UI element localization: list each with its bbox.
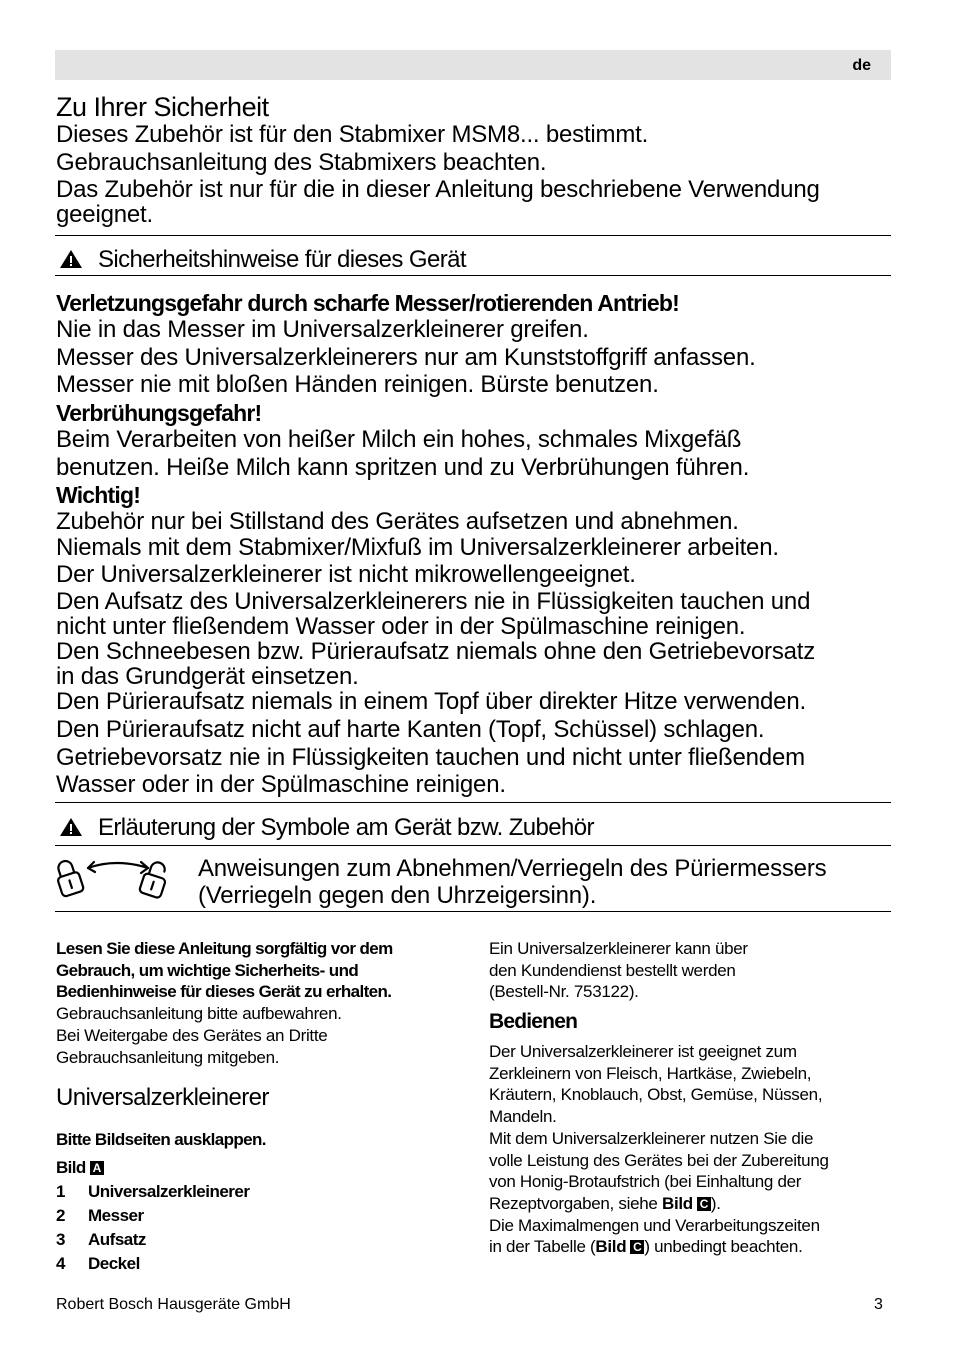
fold-note: Bitte Bildseiten ausklappen. — [56, 1130, 266, 1149]
keep-instructions-line: Gebrauchsanleitung bitte aufbewahren. — [56, 1004, 342, 1024]
important-line: Den Pürieraufsatz niemals in einem Topf über direkter Hitze verwenden. — [56, 688, 806, 715]
page-title: Zu Ihrer Sicherheit — [56, 92, 269, 122]
important-line: Niemals mit dem Stabmixer/Mixfuß im Universalzerkleinerer arbeiten. — [56, 534, 779, 561]
operate-line: von Honig-Brotaufstrich (bei Einhaltung der — [489, 1172, 802, 1192]
page-number: 3 — [874, 1296, 883, 1313]
operate-line: Kräutern, Knoblauch, Obst, Gemüse, Nüssen, — [489, 1085, 823, 1105]
important-line: in das Grundgerät einsetzen. — [56, 663, 359, 690]
footer-company: Robert Bosch Hausgeräte GmbH — [56, 1296, 291, 1313]
intro-line: Dieses Zubehör ist für den Stabmixer MSM8... bestimmt. — [56, 121, 649, 148]
order-line: (Bestell-Nr. 753122). — [489, 982, 639, 1002]
recipe-text-end: ). — [710, 1193, 721, 1213]
list-item — [56, 1206, 250, 1230]
scald-line: Beim Verarbeiten von heißer Milch ein hohes, schmales Mixgefäß — [56, 426, 742, 453]
figure-label: Bild — [56, 1158, 86, 1177]
important-line: Den Schneebesen bzw. Pürieraufsatz niemals ohne den Getriebevorsatz — [56, 638, 816, 665]
header-bar — [55, 50, 891, 80]
section-title-operate: Bedienen — [489, 1010, 578, 1033]
divider — [55, 802, 891, 803]
language-code: de — [852, 57, 871, 74]
divider — [55, 235, 891, 236]
intro-line: geeignet. — [56, 201, 153, 228]
keep-instructions-line: Gebrauchsanleitung mitgeben. — [56, 1047, 280, 1067]
figure-ref-label: Bild — [595, 1237, 627, 1257]
list-item-number: 4 — [56, 1254, 65, 1273]
divider — [55, 845, 891, 846]
figure-letter: A — [90, 1161, 104, 1175]
danger-line: Messer des Universalzerkleinerers nur am Kunststoffgriff anfassen. — [56, 344, 756, 371]
read-instructions-line: Bedienhinweise für dieses Gerät zu erhalten. — [56, 982, 392, 1002]
parts-list — [56, 1182, 250, 1278]
list-item — [56, 1230, 250, 1254]
important-line: Den Pürieraufsatz nicht auf harte Kanten (Topf, Schüssel) schlagen. — [56, 716, 765, 743]
divider — [55, 275, 891, 276]
scald-line: benutzen. Heiße Milch kann spritzen und zu Verbrühungen führen. — [56, 454, 750, 481]
list-item-label: Messer — [88, 1206, 144, 1225]
order-line: Ein Universalzerkleinerer kann über — [489, 939, 748, 958]
danger-line: Messer nie mit bloßen Händen reinigen. Bürste benutzen. — [56, 371, 659, 398]
important-line: Wasser oder in der Spülmaschine reinigen. — [56, 771, 506, 798]
scald-text — [56, 427, 749, 481]
figure-ref — [56, 1157, 104, 1179]
danger-heading: Verletzungsgefahr durch scharfe Messer/rotierenden Antrieb! — [56, 290, 679, 316]
important-line: Den Aufsatz des Universalzerkleinerers nie in Flüssigkeiten tauchen und — [56, 588, 811, 615]
list-item-label: Universalzerkleinerer — [88, 1182, 250, 1201]
important-line: Der Universalzerkleinerer ist nicht mikrowellengeeignet. — [56, 561, 636, 588]
symbols-title: Erläuterung der Symbole am Gerät bzw. Zubehör — [98, 814, 594, 841]
operate-line: Zerkleinern von Fleisch, Hartkäse, Zwiebeln, — [489, 1063, 812, 1083]
list-item-number: 3 — [56, 1230, 65, 1249]
list-item-number: 2 — [56, 1206, 65, 1225]
intro-line: Das Zubehör ist nur für die in dieser Anleitung beschriebene Verwendung — [56, 176, 820, 203]
symbols-title-row — [58, 814, 594, 842]
left-column — [56, 938, 456, 1068]
danger-line: Nie in das Messer im Universalzerkleinerer greifen. — [56, 316, 589, 343]
intro-text — [56, 122, 820, 228]
operate-line: Der Universalzerkleinerer ist geeignet zum — [489, 1042, 797, 1061]
operate-line — [489, 1236, 909, 1258]
intro-line: Gebrauchsanleitung des Stabmixers beachten. — [56, 149, 547, 176]
lock-text-line: Anweisungen zum Abnehmen/Verriegeln des Püriermessers — [198, 855, 827, 882]
divider — [55, 911, 891, 912]
lock-text-line: (Verriegeln gegen den Uhrzeigersinn). — [198, 882, 597, 909]
order-line: den Kundendienst bestellt werden — [489, 960, 736, 980]
danger-text — [56, 317, 756, 398]
operate-line: Mandeln. — [489, 1107, 557, 1127]
safety-title-row — [58, 246, 466, 274]
scald-heading: Verbrühungsgefahr! — [56, 400, 262, 426]
list-item-label: Aufsatz — [88, 1230, 146, 1249]
figure-letter: C — [697, 1197, 711, 1211]
important-line: nicht unter fließendem Wasser oder in der Spülmaschine reinigen. — [56, 613, 746, 640]
right-column — [489, 938, 899, 1003]
table-ref-text: in der Tabelle ( — [489, 1237, 596, 1257]
operate-line: Mit dem Universalzerkleinerer nutzen Sie die — [489, 1128, 814, 1148]
read-instructions-line: Lesen Sie diese Anleitung sorgfältig vor dem — [56, 939, 393, 958]
safety-title: Sicherheitshinweise für dieses Gerät — [98, 246, 466, 273]
warning-icon — [58, 248, 84, 270]
section-title-universal: Universalzerkleinerer — [56, 1084, 269, 1111]
list-item-number: 1 — [56, 1182, 65, 1201]
table-ref-text-end: ) unbedingt beachten. — [644, 1237, 803, 1257]
operate-text — [489, 1041, 909, 1258]
lock-unlock-arrows-icon — [54, 856, 172, 900]
recipe-text: Rezeptvorgaben, siehe — [489, 1193, 662, 1213]
lock-symbol-text — [198, 856, 826, 909]
figure-ref-label: Bild — [661, 1193, 693, 1213]
operate-line: volle Leistung des Gerätes bei der Zubereitung — [489, 1150, 829, 1170]
keep-instructions-line: Bei Weitergabe des Gerätes an Dritte — [56, 1025, 328, 1045]
operate-line — [489, 1193, 909, 1215]
list-item — [56, 1182, 250, 1206]
list-item-label: Deckel — [88, 1254, 140, 1273]
important-heading: Wichtig! — [56, 482, 141, 508]
list-item — [56, 1254, 250, 1278]
important-line: Zubehör nur bei Stillstand des Gerätes aufsetzen und abnehmen. — [56, 508, 739, 535]
important-text — [56, 509, 815, 798]
read-instructions-line: Gebrauch, um wichtige Sicherheits- und — [56, 960, 359, 980]
operate-line: Die Maximalmengen und Verarbeitungszeiten — [489, 1215, 820, 1235]
figure-letter: C — [630, 1240, 644, 1254]
warning-icon — [58, 816, 84, 838]
important-line: Getriebevorsatz nie in Flüssigkeiten tauchen und nicht unter fließendem — [56, 744, 805, 771]
